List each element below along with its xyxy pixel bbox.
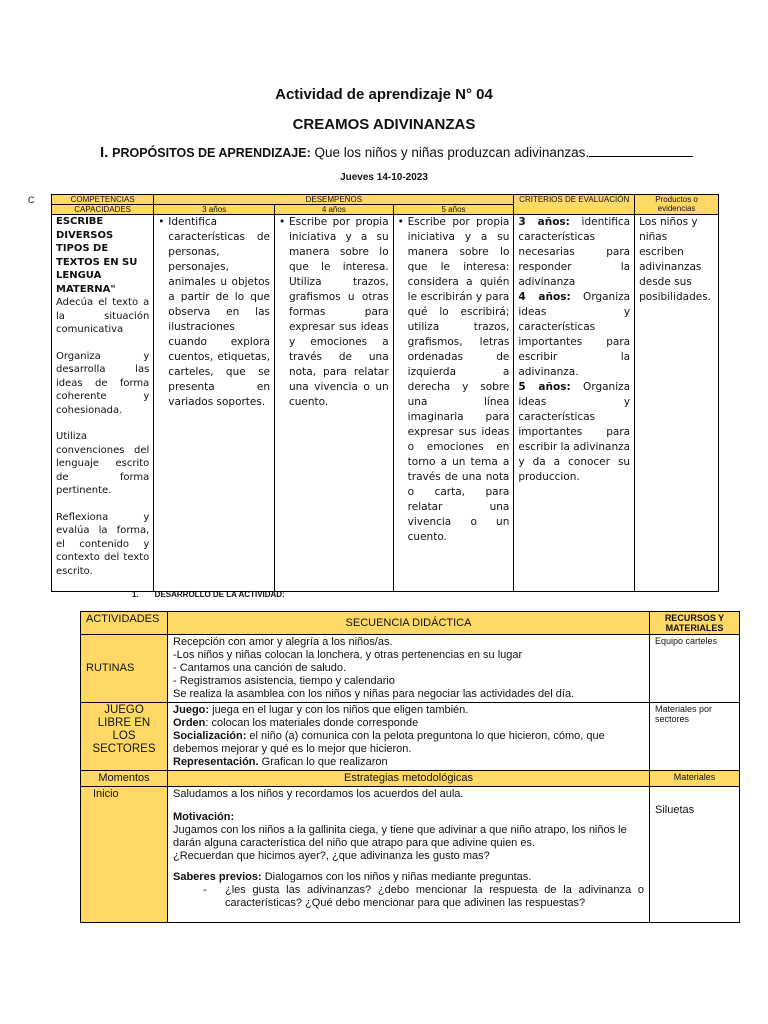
age-4-header: 4 años xyxy=(275,205,394,215)
development-heading xyxy=(132,590,285,599)
development-label: DESARROLLO DE LA ACTIVIDAD: xyxy=(154,590,285,599)
criteria-item: 5 años: Organiza ideas y características importantes para escribir la adivinanza y da a conocer su produccion. xyxy=(518,381,631,483)
saberes-question-item xyxy=(173,884,644,910)
age-3-header: 3 años xyxy=(154,205,275,215)
estrategias-header: Estrategias metodológicas xyxy=(168,771,650,787)
juego-item: Socialización: el niño (a) comunica con la pelota preguntona lo que hicieron, cómo, que debemos mejorar y qué es lo mejor que hicieron. xyxy=(173,730,605,755)
capacity-item: Adecúa el texto a la situación comunicativa xyxy=(56,297,150,335)
age-5-header: 5 años xyxy=(393,205,514,215)
margin-letter: C xyxy=(28,195,35,205)
criteria-cell xyxy=(514,215,635,592)
actividades-header: ACTIVIDADES xyxy=(81,612,168,635)
capacity-item: Utiliza convenciones del lenguaje escrito de forma pertinente. xyxy=(56,431,150,496)
performance-4-text: Escribe por propia iniciativa y a su manera sobre lo que le interesa. Utiliza trazos, grafismos u otras formas para expresar sus ideas y emociones a través de una nota, para relatar una vivencia o un cuento. xyxy=(289,216,389,408)
momentos-header: Momentos xyxy=(81,771,168,787)
juego-resources: Materiales por sectores xyxy=(650,703,740,771)
juego-item: Juego: juega en el lugar y con los niños que eligen también. xyxy=(173,704,469,716)
competency-cell xyxy=(52,215,154,592)
performance-3-cell xyxy=(154,215,275,592)
desempenos-header: DESEMPEÑOS xyxy=(154,195,514,205)
performance-4-cell xyxy=(275,215,394,592)
capacity-item: Organiza y desarrolla las ideas de forma coherente y cohesionada. xyxy=(56,350,150,416)
performance-5-cell xyxy=(393,215,514,592)
materiales-header: Materiales xyxy=(650,771,740,787)
rutinas-line: Se realiza la asamblea con los niños y niñas para negociar las actividades del día. xyxy=(173,688,575,700)
competency-header-row xyxy=(52,195,719,205)
rutinas-line: Recepción con amor y alegría a los niños/as. xyxy=(173,636,393,648)
juego-item: Representación. Grafican lo que realizaron xyxy=(173,756,388,768)
juego-label: JUEGO LIBRE EN LOS SECTORES xyxy=(81,703,168,771)
purpose-label: PROPÓSITOS DE APRENDIZAJE: xyxy=(112,146,311,160)
bullet-icon: • xyxy=(279,216,286,228)
motivacion-question: ¿Recuerdan que hicimos ayer?, ¿que adivinanza les gusto mas? xyxy=(173,850,490,862)
development-number: 1. xyxy=(132,590,139,599)
criterios-header: CRITERIOS DE EVALUACIÓN xyxy=(514,195,635,215)
capacity-item: Reflexiona y evalúa la forma, el contenido y contexto del texto escrito. xyxy=(56,511,150,577)
rutinas-content xyxy=(168,635,650,703)
criteria-item: 3 años: identifica características necesarias para responder la adivinanza xyxy=(518,216,631,288)
purpose-number: I. xyxy=(100,144,109,161)
productos-header: Productos o evidencias xyxy=(635,195,719,215)
rutinas-line: - Registramos asistencia, tiempo y calendario xyxy=(173,675,395,687)
capacidades-header: CAPACIDADES xyxy=(52,205,154,215)
rutinas-line: -Los niños y niñas colocan la lonchera, y otras pertenencias en su lugar xyxy=(173,649,523,661)
activity-subtitle: CREAMOS ADIVINANZAS xyxy=(292,116,476,133)
inicio-materials: Siluetas xyxy=(650,787,740,923)
saberes-line: Saberes previos: Dialogamos con los niños y niñas mediante preguntas. xyxy=(173,871,532,883)
motivacion-label: Motivación: xyxy=(173,811,235,823)
performance-3-text: Identifica características de personas, personajes, animales u objetos a partir de lo que observa en las ilustraciones cuando explora cuentos, etiquetas, carteles, que se presenta en variados soportes. xyxy=(168,216,270,408)
competency-body-row xyxy=(52,215,719,592)
motivacion-text: Jugamos con los niños a la gallinita ciega, y tiene que adivinar a que niño atrapo, los niños le darán alguna característica del niño que atrapo para que adivine quien es. xyxy=(173,824,627,849)
activity-table xyxy=(80,611,740,923)
rutinas-label: RUTINAS xyxy=(81,635,168,703)
recursos-header: RECURSOS Y MATERIALES xyxy=(650,612,740,635)
juego-item: Orden: colocan los materiales donde corresponde xyxy=(173,717,419,729)
activity-header-row xyxy=(81,612,740,635)
juego-row xyxy=(81,703,740,771)
blank-line xyxy=(589,144,693,157)
inicio-content xyxy=(168,787,650,923)
momentos-header-row xyxy=(81,771,740,787)
inicio-greeting: Saludamos a los niños y recordamos los acuerdos del aula. xyxy=(173,788,464,800)
bullet-icon: • xyxy=(397,216,404,228)
secuencia-header: SECUENCIA DIDÁCTICA xyxy=(168,612,650,635)
rutinas-row xyxy=(81,635,740,703)
juego-content xyxy=(168,703,650,771)
criteria-item: 4 años: Organiza ideas y características importantes para escribir la adivinanza. xyxy=(518,291,631,378)
competencias-header: COMPETENCIAS xyxy=(52,195,154,205)
activity-date: Jueves 14-10-2023 xyxy=(340,172,428,183)
dash-icon: - xyxy=(203,884,207,896)
purpose-line xyxy=(100,144,693,161)
performance-5-text: Escribe por propia iniciativa y a su manera sobre lo que le interesa: considera a quién le escribirán y para qué lo escribirá; utiliza trazos, grafismos, letras ordenadas de izquierda a derecha y sobre una línea imaginaria para expresar sus ideas o emociones en torno a un tema a través de una nota o carta, para relatar una vivencia o un cuento. xyxy=(407,216,510,543)
purpose-text: Que los niños y niñas produzcan adivinanzas. xyxy=(310,145,590,160)
inicio-label: Inicio xyxy=(81,787,168,923)
competency-table xyxy=(51,194,719,592)
activity-title: Actividad de aprendizaje N° 04 xyxy=(275,86,493,103)
inicio-row xyxy=(81,787,740,923)
products-cell xyxy=(635,215,719,592)
saberes-question: ¿les gusta las adivinanzas? ¿debo mencionar la respuesta de la adivinanza o características? ¿Qué debo mencionar para que adivinen las respuestas? xyxy=(225,884,644,909)
bullet-icon: • xyxy=(158,216,165,228)
rutinas-resources: Equipo carteles xyxy=(650,635,740,703)
rutinas-line: - Cantamos una canción de saludo. xyxy=(173,662,347,674)
competency-title: ESCRIBE DIVERSOS TIPOS DE TEXTOS EN SU LENGUA MATERNA" xyxy=(56,216,138,295)
products-text: Los niños y niñas escriben adivinanzas desde sus posibilidades. xyxy=(639,216,712,303)
